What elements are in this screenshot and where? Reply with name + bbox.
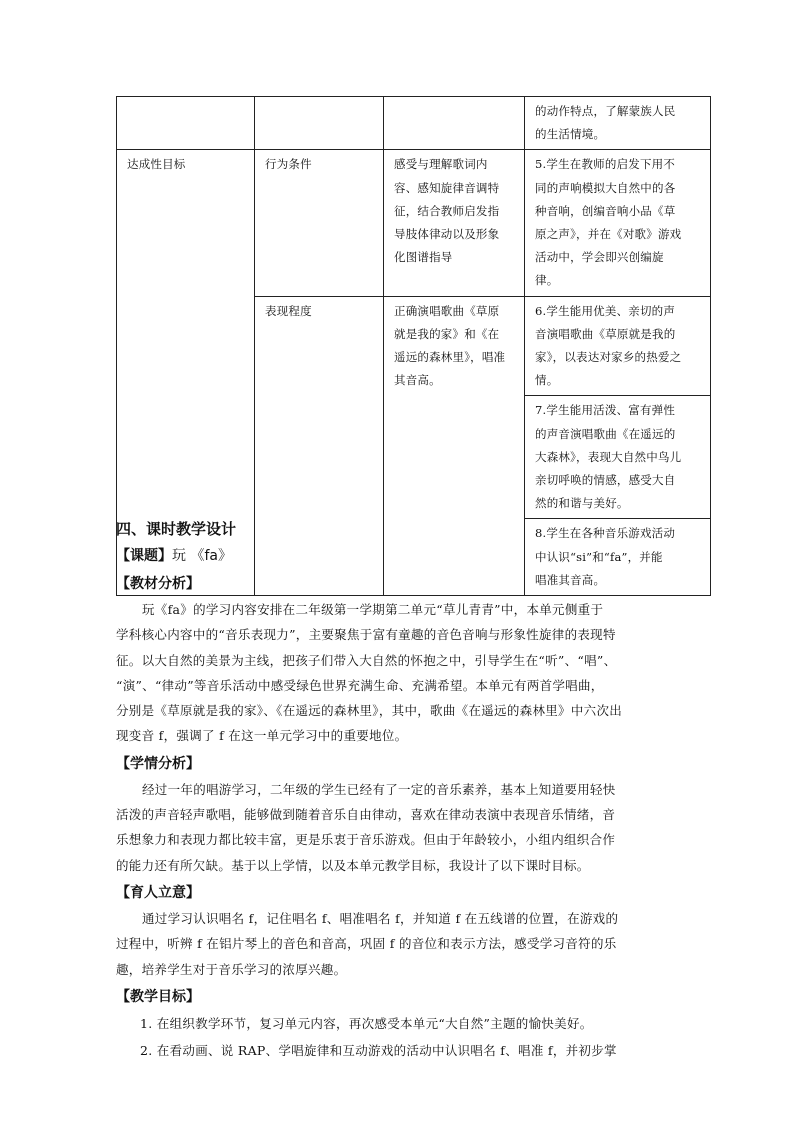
table-cell <box>384 150 525 296</box>
textbook-heading: 【教材分析】 <box>116 576 200 592</box>
students-heading: 【学情分析】 <box>116 755 200 772</box>
table-cell <box>384 97 525 150</box>
lesson-label: 【课题】 <box>116 548 172 564</box>
section-title: 四、课时教学设计 <box>116 520 237 538</box>
table-row <box>117 97 711 150</box>
cell-text: 感受与理解歌词内 容、感知旋律音调特 征，结合教师启发指 导肢体律动以及形象 化图谱指导 <box>394 157 500 265</box>
table-cell <box>525 396 711 519</box>
textbook-paragraph: 玩《fa》的学习内容安排在二年级第一学期第二单元“草儿青青”中，本单元侧重于 学科核心内容中的“音乐表现力”，主要聚焦于富有童趣的音色音响与形象性旋律的表现特 征。以大自然的美景为主线，把孩子们带入大自然的怀抱之中，引导学生在“听”、“唱”、 “演”、“律动”等音乐活动中感受绿色世界充满生命、充满希望。本单元有两首学唱曲， 分别是《草原就是我的家》、《在遥远的森林里》，其中，歌曲《在遥远的森林里》中六次出 现变音 f，强调了 f 在这一单元学习中的重要地位。 <box>116 602 623 744</box>
cell-text: 正确演唱歌曲《草原 就是我的家》和《在 遥远的森林里》，唱准 其音高。 <box>394 303 506 388</box>
lesson-design-body <box>116 517 686 1064</box>
cell-text: 的动作特点，了解蒙族人民 的生活情境。 <box>535 104 676 142</box>
lesson-value: 玩 《fa》 <box>172 548 232 564</box>
cell-text: 5.学生在教师的启发下用不 同的声响模拟大自然中的各 种音响，创编音响小品《草 原之声》，并在《对歌》游戏 活动中，学会即兴创编旋 律。 <box>535 157 682 288</box>
table-cell <box>117 97 255 150</box>
table-cell <box>255 97 384 150</box>
objectives-heading: 【教学目标】 <box>116 988 200 1005</box>
objective-item: 1. 在组织教学环节，复习单元内容，再次感受本单元“大自然”主题的愉快美好。 <box>140 1015 593 1031</box>
table-cell <box>525 97 711 150</box>
table-cell <box>525 296 711 396</box>
cell-text: 8.学生在各种音乐游戏活动 中认识“si”和“fa”，并能 唱准其音高。 <box>535 526 676 587</box>
row-label: 达成性目标 <box>127 157 186 172</box>
intent-paragraph: 通过学习认识唱名 f，记住唱名 f、唱准唱名 f，并知道 f 在五线谱的位置，在游戏的 过程中，听辨 f 在铝片琴上的音色和音高，巩固 f 的音位和表示方法，感受学习音符的乐 趣，培养学生对于音乐学习的浓厚兴趣。 <box>116 910 619 977</box>
table-row <box>117 150 711 296</box>
cell-text: 表现程度 <box>265 303 312 318</box>
cell-text: 7.学生能用活泼、富有弹性 的声音演唱歌曲《在遥远的 大森林》，表现大自然中鸟儿 亲切呼唤的情感，感受大自 然的和谐与美好。 <box>535 403 682 511</box>
objective-item: 2. 在看动画、说 RAP、学唱旋律和互动游戏的活动中认识唱名 f、唱准 f，并初步掌 <box>140 1042 617 1058</box>
cell-text: 行为条件 <box>265 157 312 172</box>
intent-heading: 【育人立意】 <box>116 884 200 901</box>
table-cell <box>255 150 384 296</box>
students-paragraph: 经过一年的唱游学习，二年级的学生已经有了一定的音乐素养，基本上知道要用轻快 活泼的声音轻声歌唱，能够做到随着音乐自由律动，喜欢在律动表演中表现音乐情绪，音 乐想象力和表现力都比较丰富，更是乐衷于音乐游戏。但由于年龄较小，小组内组织合作 的能力还有所欠缺。基于以上学情，以及本单元教学目标，我设计了以下课时目标。 <box>116 781 616 873</box>
cell-text: 6.学生能用优美、亲切的声 音演唱歌曲《草原就是我的 家》，以表达对家乡的热爱之 情。 <box>535 303 682 388</box>
lesson-heading <box>116 543 686 569</box>
table-cell <box>525 150 711 296</box>
